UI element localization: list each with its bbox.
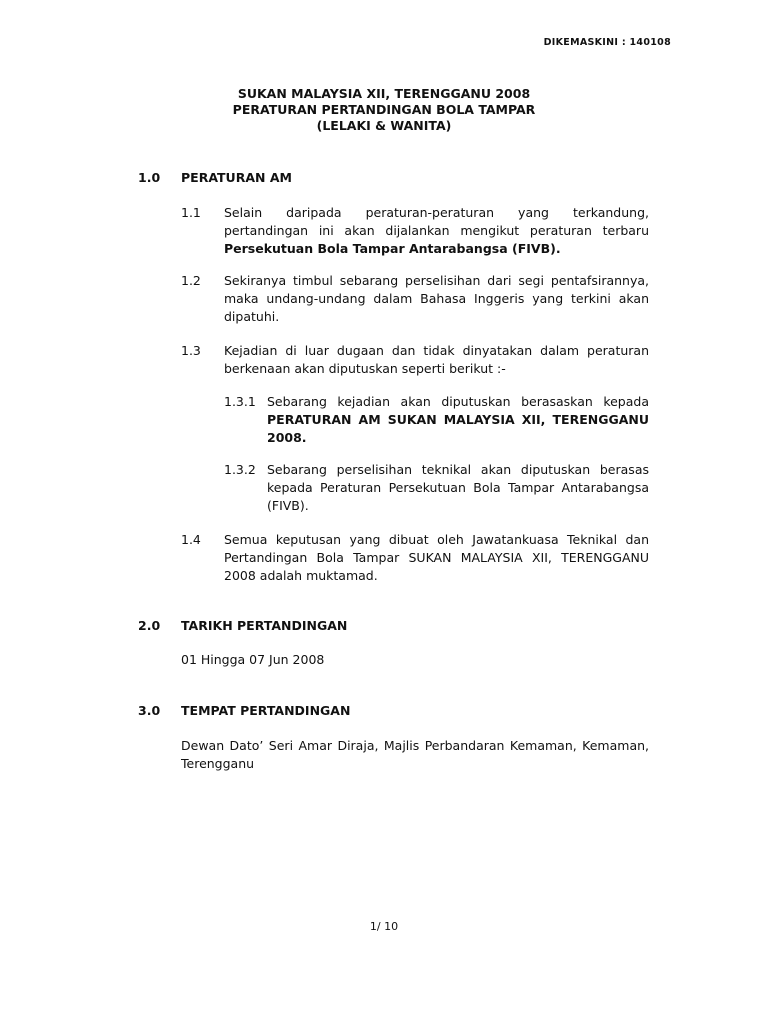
clause-text <box>224 204 649 258</box>
clause-text-end: . <box>301 430 307 445</box>
clause-text: Sekiranya timbul sebarang perselisihan dari segi pentafsirannya, maka undang-undang dalam Bahasa Inggeris yang terkini akan dipatuhi. <box>224 273 649 324</box>
clause-text-bold: PERATURAN AM SUKAN MALAYSIA XII, TERENGGANU 2008 <box>267 412 649 445</box>
document-title <box>0 86 768 134</box>
clause-1-3-1 <box>224 393 649 447</box>
clause-1-3 <box>181 342 649 378</box>
clause-text: Sebarang perselisihan teknikal akan diputuskan berasas kepada Peraturan Persekutuan Bola Tampar Antarabangsa (FIVB). <box>267 462 649 513</box>
clause-text-bold: Persekutuan Bola Tampar Antarabangsa (FIVB) <box>224 241 556 256</box>
clause-1-2 <box>181 272 649 326</box>
section-number: 2.0 <box>138 618 161 633</box>
clause-text: Kejadian di luar dugaan dan tidak dinyatakan dalam peraturan berkenaan akan diputuskan seperti berikut :- <box>224 343 649 376</box>
clause-1-4 <box>181 531 649 585</box>
clause-1-1 <box>181 204 649 258</box>
clause-text-plain: Sebarang kejadian akan diputuskan berasaskan kepada <box>267 394 649 409</box>
section-title: TEMPAT PERTANDINGAN <box>181 703 351 718</box>
update-stamp: DIKEMASKINI : 140108 <box>543 37 671 48</box>
clause-text-end: . <box>555 241 561 256</box>
section-number: 3.0 <box>138 703 161 718</box>
section-number: 1.0 <box>138 170 161 185</box>
competition-date: 01 Hingga 07 Jun 2008 <box>181 652 325 667</box>
clause-number: 1.1 <box>181 205 201 220</box>
clause-number: 1.3 <box>181 343 201 358</box>
clause-number: 1.3.1 <box>224 394 256 409</box>
section-title: PERATURAN AM <box>181 170 292 185</box>
competition-venue: Dewan Dato’ Seri Amar Diraja, Majlis Perbandaran Kemaman, Kemaman, Terengganu <box>181 738 649 771</box>
clause-number: 1.3.2 <box>224 462 256 477</box>
clause-text <box>267 393 649 447</box>
clause-text-plain: Selain daripada peraturan-peraturan yang terkandung, pertandingan ini akan dijalankan mengikut peraturan terbaru <box>224 205 649 238</box>
section-title: TARIKH PERTANDINGAN <box>181 618 348 633</box>
title-line-3: (LELAKI & WANITA) <box>316 118 452 133</box>
page-number: 1/ 10 <box>369 920 399 933</box>
clause-number: 1.4 <box>181 532 201 547</box>
clause-text: Semua keputusan yang dibuat oleh Jawatankuasa Teknikal dan Pertandingan Bola Tampar SUKAN MALAYSIA XII, TERENGGANU 2008 adalah muktamad. <box>224 532 649 583</box>
clause-1-3-2 <box>224 461 649 515</box>
title-line-2: PERATURAN PERTANDINGAN BOLA TAMPAR <box>232 102 536 117</box>
clause-number: 1.2 <box>181 273 201 288</box>
title-line-1: SUKAN MALAYSIA XII, TERENGGANU 2008 <box>237 86 531 101</box>
